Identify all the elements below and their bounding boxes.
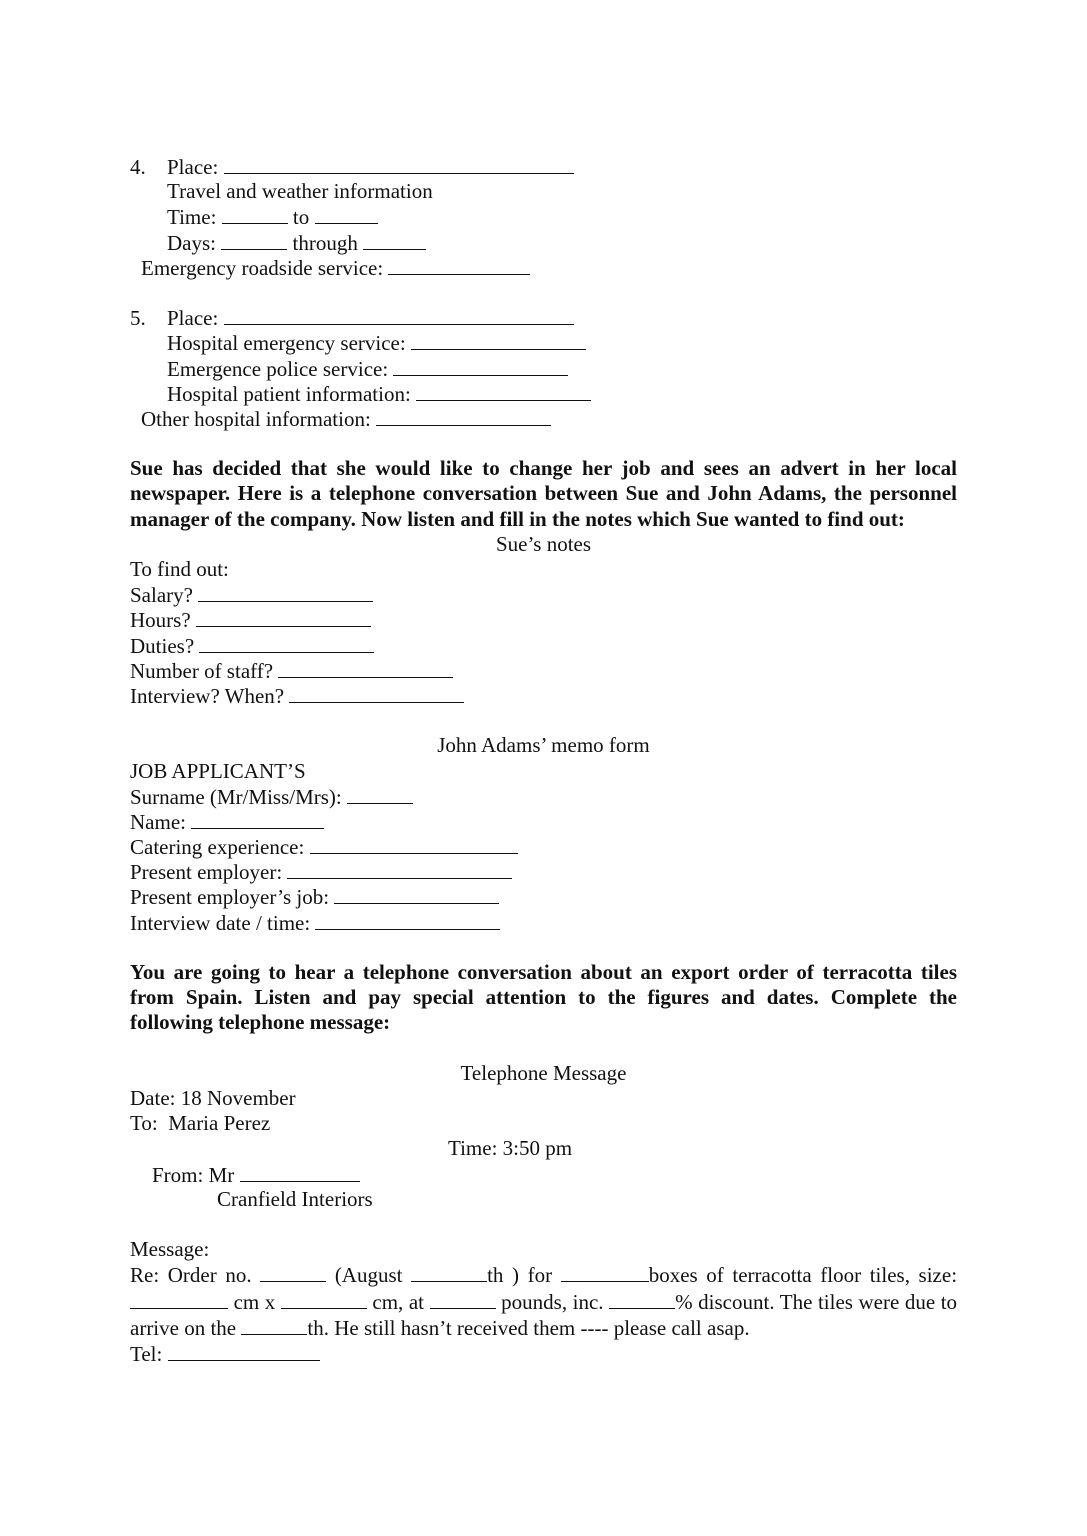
surname-line xyxy=(130,784,957,809)
boxes-blank[interactable] xyxy=(561,1262,649,1282)
message-time: Time: 3:50 pm xyxy=(448,1136,573,1161)
emergence-police-line xyxy=(130,356,957,381)
from-label: From: Mr xyxy=(152,1162,235,1187)
interview-blank[interactable] xyxy=(289,683,464,703)
message-body xyxy=(130,1262,957,1341)
boxes-label: boxes of terracotta floor tiles, size: xyxy=(648,1263,958,1288)
worksheet-page xyxy=(130,154,957,1366)
place-label: Place: xyxy=(167,306,219,331)
re-order-label: Re: Order no. xyxy=(130,1263,252,1288)
through-label: through xyxy=(292,230,358,255)
memo-title: John Adams’ memo form xyxy=(437,733,650,758)
place-5-line xyxy=(130,305,957,330)
duties-blank[interactable] xyxy=(199,633,374,653)
catering-line xyxy=(130,834,957,859)
size-width-blank[interactable] xyxy=(130,1289,228,1309)
message-to: To: Maria Perez xyxy=(130,1111,271,1136)
tel-blank[interactable] xyxy=(168,1341,320,1361)
hospital-emergency-line xyxy=(130,330,957,355)
catering-label: Catering experience: xyxy=(130,835,305,860)
message-date: Date: 18 November xyxy=(130,1086,296,1111)
th-rest-label: th. He still hasn’t received them ---- please call asap. xyxy=(307,1315,750,1340)
place-4-line xyxy=(130,154,957,179)
emergency-roadside-blank[interactable] xyxy=(388,255,530,275)
days-from-blank[interactable] xyxy=(221,230,287,250)
hospital-emergency-label: Hospital emergency service: xyxy=(167,331,406,356)
hospital-patient-label: Hospital patient information: xyxy=(167,381,411,406)
interview-date-label: Interview date / time: xyxy=(130,910,311,935)
other-hospital-line xyxy=(130,406,957,431)
tel-label: Tel: xyxy=(130,1341,163,1366)
interview-line xyxy=(130,683,957,708)
hours-line xyxy=(130,607,957,632)
hospital-emergency-blank[interactable] xyxy=(411,330,586,350)
hours-blank[interactable] xyxy=(196,607,371,627)
instruction-paragraph-2: You are going to hear a telephone conversation about an export order of terracotta tiles from Spain. Listen and pay special attention to the figures and dates. Complete the following telephone message: xyxy=(130,960,957,1035)
hospital-patient-line xyxy=(130,381,957,406)
salary-blank[interactable] xyxy=(198,582,373,602)
message-label: Message: xyxy=(130,1237,210,1262)
item-number: 4. xyxy=(130,155,146,179)
emergence-police-blank[interactable] xyxy=(393,356,568,376)
employer-job-blank[interactable] xyxy=(334,884,499,904)
surname-label: Surname (Mr/Miss/Mrs): xyxy=(130,784,342,809)
emergency-roadside-line xyxy=(130,255,957,280)
tel-line xyxy=(130,1341,957,1366)
august-day-blank[interactable] xyxy=(411,1262,487,1282)
august-label: (August xyxy=(334,1263,403,1288)
message-company: Cranfield Interiors xyxy=(217,1186,373,1211)
other-hospital-blank[interactable] xyxy=(376,406,551,426)
place-5-blank[interactable] xyxy=(224,305,574,325)
time-from-blank[interactable] xyxy=(222,204,288,224)
staff-line xyxy=(130,658,957,683)
cm-x-label: cm x xyxy=(233,1289,276,1314)
from-blank[interactable] xyxy=(240,1162,360,1182)
days-label: Days: xyxy=(167,230,216,255)
phone-message-title: Telephone Message xyxy=(460,1060,627,1085)
catering-blank[interactable] xyxy=(310,834,518,854)
duties-line xyxy=(130,633,957,658)
time-to-blank[interactable] xyxy=(315,204,378,224)
th-for-label: th ) for xyxy=(487,1263,553,1288)
emergency-roadside-label: Emergency roadside service: xyxy=(141,255,384,280)
interview-date-blank[interactable] xyxy=(315,910,500,930)
staff-blank[interactable] xyxy=(278,658,453,678)
pounds-label: pounds, inc. xyxy=(501,1289,604,1314)
employer-job-label: Present employer’s job: xyxy=(130,885,330,910)
other-hospital-label: Other hospital information: xyxy=(141,406,371,431)
travel-weather-line: Travel and weather information xyxy=(167,179,433,204)
to-label: to xyxy=(292,205,310,230)
employer-blank[interactable] xyxy=(287,859,512,879)
employer-job-line xyxy=(130,884,957,909)
discount-label: % discount. The tiles were due to arrive on the xyxy=(130,1289,958,1340)
sue-notes-title: Sue’s notes xyxy=(495,531,592,556)
days-line xyxy=(130,230,957,255)
instruction-paragraph-1: Sue has decided that she would like to change her job and sees an advert in her local newspaper. Here is a telephone conversation between Sue and John Adams, the personnel manager of the company. Now listen and fill in the notes which Sue wanted to find out: xyxy=(130,456,957,531)
salary-line xyxy=(130,582,957,607)
item-number: 5. xyxy=(130,306,146,331)
to-find-out-label: To find out: xyxy=(130,557,229,582)
hospital-patient-blank[interactable] xyxy=(416,381,591,401)
place-label: Place: xyxy=(167,155,219,179)
time-label: Time: xyxy=(167,205,217,230)
order-no-blank[interactable] xyxy=(260,1262,326,1282)
price-blank[interactable] xyxy=(430,1289,496,1309)
discount-blank[interactable] xyxy=(609,1289,675,1309)
employer-line xyxy=(130,859,957,884)
days-to-blank[interactable] xyxy=(363,230,426,250)
employer-label: Present employer: xyxy=(130,860,283,885)
place-4-blank[interactable] xyxy=(224,154,574,174)
memo-heading: JOB APPLICANT’S xyxy=(130,758,306,783)
salary-label: Salary? xyxy=(130,583,193,608)
duties-label: Duties? xyxy=(130,633,195,658)
name-label: Name: xyxy=(130,809,186,834)
interview-date-line xyxy=(130,910,957,935)
surname-blank[interactable] xyxy=(347,784,413,804)
size-height-blank[interactable] xyxy=(281,1289,367,1309)
time-line xyxy=(130,204,957,229)
arrival-day-blank[interactable] xyxy=(241,1315,307,1335)
emergence-police-label: Emergence police service: xyxy=(167,356,389,381)
hours-label: Hours? xyxy=(130,608,191,633)
name-line xyxy=(130,809,957,834)
message-from-line xyxy=(130,1162,957,1187)
staff-label: Number of staff? xyxy=(130,658,274,683)
name-blank[interactable] xyxy=(191,809,324,829)
interview-label: Interview? When? xyxy=(130,683,285,708)
cm-at-label: cm, at xyxy=(372,1289,425,1314)
